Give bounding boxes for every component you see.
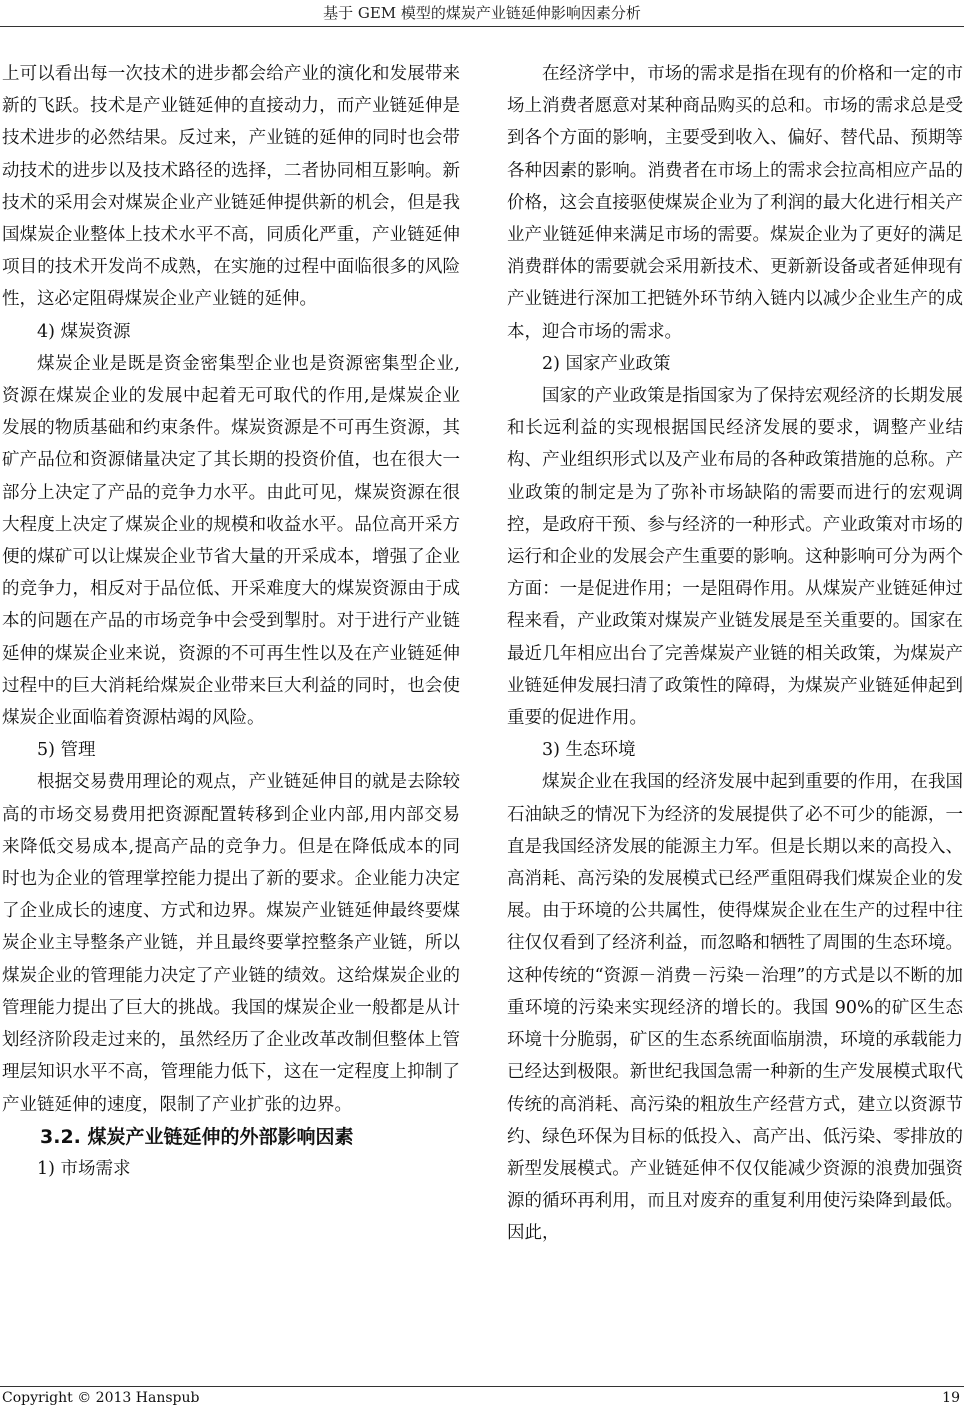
subheading-coal-resources: 4) 煤炭资源 (37, 321, 131, 342)
subheading-industrial-policy: 2) 国家产业政策 (542, 353, 671, 374)
paragraph-management: 根据交易费用理论的观点，产业链延伸目的就是去除较高的市场交易费用把资源配置转移到企业内部,用内部交易来降低交易成本,提高产品的竞争力。但是在降低成本的同时也为企业的管理掌控能力提出了新的要求。企业能力决定了企业成长的速度、方式和边界。煤炭产业链延伸最终要煤炭企业主导整条产业链，并且最终要掌控整条产业链，所以煤炭企业的管理能力决定了产业链的绩效。这给煤炭企业的管理能力提出了巨大的挑战。我国的煤炭企业一般都是从计划经济阶段走过来的，虽然经历了企业改革改制但整体上管理层知识水平不高，管理能力低下，这在一定程度上抑制了产业链延伸的速度，限制了产业扩张的边界。 (2, 772, 460, 1115)
paragraph-industrial-policy: 国家的产业政策是指国家为了保持宏观经济的长期发展和长远利益的实现根据国民经济发展的要求，调整产业结构、产业组织形式以及产业布局的各种政策措施的总称。产业政策的制定是为了弥补市场缺陷的需要而进行的宏观调控，是政府干预、参与经济的一种形式。产业政策对市场的运行和企业的发展会产生重要的影响。这种影响可分为两个方面：一是促进作用；一是阻碍作用。从煤炭产业链延伸过程来看，产业政策对煤炭产业链发展是至关重要的。国家在最近几年相应出台了完善煤炭产业链的相关政策，为煤炭产业链延伸发展扫清了政策性的障碍，为煤炭产业链延伸起到重要的促进作用。 (507, 386, 963, 729)
left-column (2, 58, 460, 1185)
paragraph-ecological-environment: 煤炭企业在我国的经济发展中起到重要的作用，在我国石油缺乏的情况下为经济的发展提供了必不可少的能源，一直是我国经济发展的能源主力军。但是长期以来的高投入、高消耗、高污染的发展模式已经严重阻碍我们煤炭企业的发展。由于环境的公共属性，使得煤炭企业在生产的过程中往往仅仅看到了经济利益，而忽略和牺牲了周围的生态环境。这种传统的“资源－消费－污染－治理”的方式是以不断的加重环境的污染来实现经济的增长的。我国 90%的矿区生态环境十分脆弱，矿区的生态系统面临崩溃，环境的承载能力已经达到极限。新世纪我国急需一种新的生产发展模式取代传统的高消耗、高污染的粗放生产经营方式，建立以资源节约、绿色环保为目标的低投入、高产出、低污染、零排放的新型发展模式。产业链延伸不仅仅能减少资源的浪费加强资源的循环再利用，而且对废弃的重复利用使污染降到最低。因此， (507, 772, 963, 1244)
paragraph-coal-resources: 煤炭企业是既是资金密集型企业也是资源密集型企业,资源在煤炭企业的发展中起着无可取代的作用,是煤炭企业发展的物质基础和约束条件。煤炭资源是不可再生资源，其矿产品位和资源储量决定了其长期的投资价值，也在很大一部分上决定了产品的竞争力水平。由此可见，煤炭资源在很大程度上决定了煤炭企业的规模和收益水平。品位高开采方便的煤矿可以让煤炭企业节省大量的开采成本，增强了企业的竞争力，相反对于品位低、开采难度大的煤炭资源由于成本的问题在产品的市场竞争中会受到掣肘。对于进行产业链延伸的煤炭企业来说，资源的不可再生性以及在产业链延伸过程中的巨大消耗给煤炭企业带来巨大利益的同时，也会使煤炭企业面临着资源枯竭的风险。 (2, 353, 460, 729)
subheading-ecological-environment: 3) 生态环境 (542, 740, 636, 761)
subheading-market-demand: 1) 市场需求 (37, 1158, 131, 1179)
footer-rule (0, 1386, 964, 1387)
header-rule (0, 26, 964, 27)
section-heading-external-factors: 3.2. 煤炭产业链延伸的外部影响因素 (40, 1125, 354, 1148)
page-number: 19 (942, 1390, 960, 1406)
running-title: 基于 GEM 模型的煤炭产业链延伸影响因素分析 (323, 4, 641, 22)
footer-copyright: Copyright © 2013 Hanspub (2, 1390, 200, 1406)
subheading-management: 5) 管理 (37, 740, 96, 761)
paragraph-technology-continuation: 上可以看出每一次技术的进步都会给产业的演化和发展带来新的飞跃。技术是产业链延伸的直接动力，而产业链延伸是技术进步的必然结果。反过来，产业链的延伸的同时也会带动技术的进步以及技术路径的选择，二者协同相互影响。新技术的采用会对煤炭企业产业链延伸提供新的机会，但是我国煤炭企业整体上技术水平不高，同质化严重，产业链延伸项目的技术开发尚不成熟，在实施的过程中面临很多的风险性，这必定阻碍煤炭企业产业链的延伸。 (2, 64, 460, 310)
right-column (507, 58, 963, 1250)
paragraph-market-demand: 在经济学中，市场的需求是指在现有的价格和一定的市场上消费者愿意对某种商品购买的总和。市场的需求总是受到各个方面的影响，主要受到收入、偏好、替代品、预期等各种因素的影响。消费者在市场上的需求会拉高相应产品的价格，这会直接驱使煤炭企业为了利润的最大化进行相关产业产业链延伸来满足市场的需要。煤炭企业为了更好的满足消费群体的需要就会采用新技术、更新新设备或者延伸现有产业链进行深加工把链外环节纳入链内以减少企业生产的成本，迎合市场的需求。 (507, 64, 963, 342)
